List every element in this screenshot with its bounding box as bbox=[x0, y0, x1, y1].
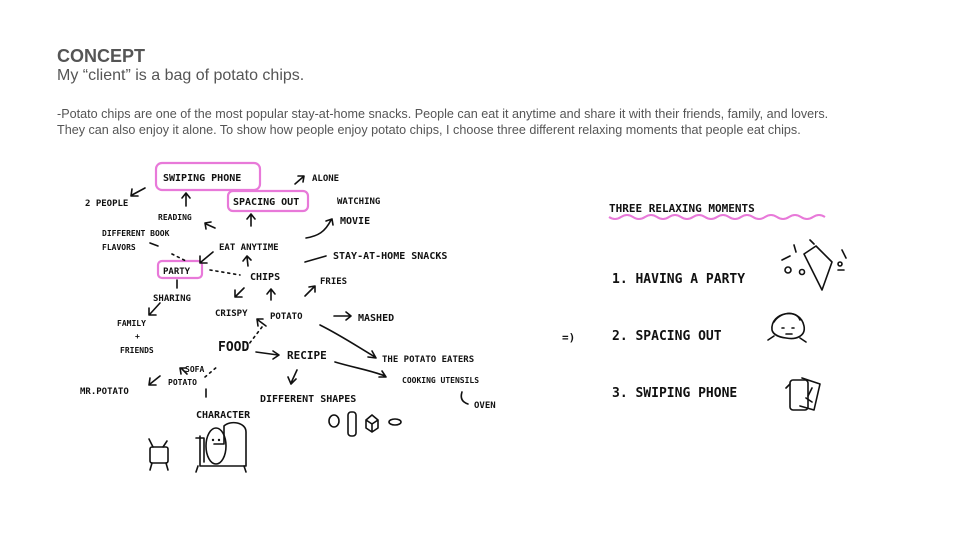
mm-mashed: MASHED bbox=[358, 313, 395, 324]
mm-party: PARTY bbox=[163, 267, 191, 277]
slide-title: CONCEPT bbox=[57, 46, 146, 66]
mm-different-shapes: DIFFERENT SHAPES bbox=[260, 394, 357, 405]
paragraph-line: -Potato chips are one of the most popular stay-at-home snacks. People can eat it anytime and share it with their friends, family, and lovers. bbox=[57, 107, 829, 121]
mm-family: FAMILY bbox=[117, 319, 146, 328]
mm-sharing: SHARING bbox=[153, 294, 191, 304]
mm-reading: READING bbox=[158, 213, 192, 222]
mm-chips: CHIPS bbox=[250, 272, 281, 283]
mm-watching: WATCHING bbox=[337, 197, 381, 207]
mm-plus: + bbox=[135, 332, 140, 341]
mm-potato: POTATO bbox=[270, 312, 303, 322]
mm-alone: ALONE bbox=[312, 174, 340, 184]
mm-stay-at-home: STAY-AT-HOME SNACKS bbox=[333, 251, 448, 262]
potato-shapes-doodle bbox=[329, 412, 401, 436]
mm-recipe: RECIPE bbox=[287, 349, 327, 362]
phone-doodle bbox=[786, 378, 820, 410]
moment-item-1: 1. HAVING A PARTY bbox=[612, 272, 746, 287]
mm-sofa-potato: POTATO bbox=[168, 378, 197, 387]
tv-doodle bbox=[149, 439, 168, 470]
sofa-potato-doodle bbox=[196, 423, 246, 472]
spacing-out-doodle bbox=[768, 313, 806, 342]
mm-movie: MOVIE bbox=[340, 216, 371, 227]
slide-subtitle: My “client” is a bag of potato chips. bbox=[57, 67, 305, 84]
mm-potato-eaters: THE POTATO EATERS bbox=[382, 355, 475, 365]
mm-sofa: SOFA bbox=[185, 365, 205, 374]
heading-underline bbox=[609, 215, 825, 219]
moment-item-3: 3. SWIPING PHONE bbox=[612, 386, 738, 401]
paragraph-line: They can also enjoy it alone. To show how people enjoy potato chips, I choose three different relaxing moments that people eat chips. bbox=[57, 123, 801, 137]
mm-two-people: 2 PEOPLE bbox=[85, 199, 129, 209]
moments-arrow: =) bbox=[562, 331, 576, 344]
mm-food: FOOD bbox=[218, 340, 250, 355]
mm-swiping-phone: SWIPING PHONE bbox=[163, 173, 242, 184]
mm-friends: FRIENDS bbox=[120, 346, 154, 355]
mm-spacing-out: SPACING OUT bbox=[233, 197, 300, 208]
mm-mr-potato: MR.POTATO bbox=[80, 387, 129, 397]
moments-heading: THREE RELAXING MOMENTS bbox=[609, 202, 755, 215]
mm-oven: OVEN bbox=[474, 401, 496, 411]
mm-flavors: FLAVORS bbox=[102, 243, 136, 252]
mm-crispy: CRISPY bbox=[215, 309, 248, 319]
mm-fries: FRIES bbox=[320, 277, 348, 287]
mm-different-book: DIFFERENT BOOK bbox=[102, 229, 170, 238]
party-doodle bbox=[782, 240, 846, 290]
moment-item-2: 2. SPACING OUT bbox=[612, 329, 722, 344]
mm-cooking-utensils: COOKING UTENSILS bbox=[402, 376, 480, 385]
mm-character: CHARACTER bbox=[196, 410, 251, 421]
mm-eat-anytime: EAT ANYTIME bbox=[219, 243, 279, 253]
